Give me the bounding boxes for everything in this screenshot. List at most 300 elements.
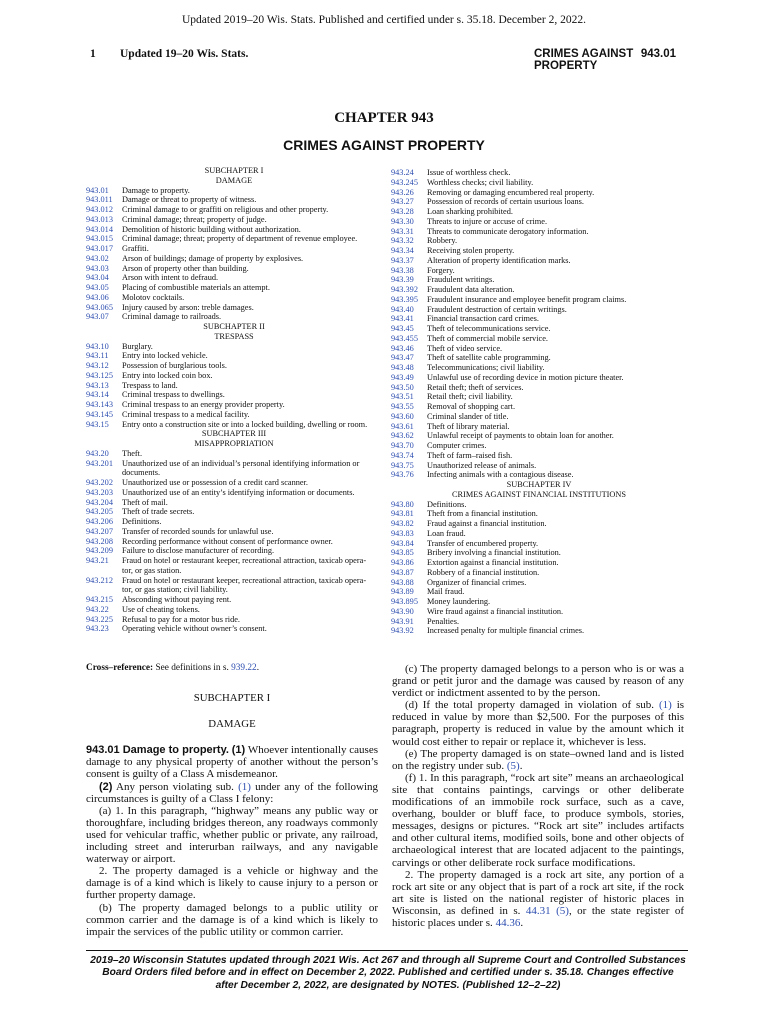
toc-section-title: Unauthorized release of animals.: [427, 460, 537, 470]
toc-entry: [86, 195, 382, 205]
toc-entry: [391, 539, 687, 549]
toc-section-title: Worthless checks; civil liability.: [427, 177, 534, 187]
toc-section-link[interactable]: 943.01: [86, 185, 109, 195]
toc-entry: [86, 507, 382, 517]
toc-right-column: [391, 168, 687, 636]
toc-entry: [86, 449, 382, 459]
toc-section-link[interactable]: 943.895: [391, 597, 418, 606]
toc-subchapter-heading: CRIMES AGAINST FINANCIAL INSTITUTIONS: [451, 489, 626, 499]
toc-entry: [391, 578, 687, 588]
toc-section-title: Removing or damaging encumbered real property.: [427, 187, 595, 197]
toc-entry: [391, 383, 687, 393]
toc-section-link[interactable]: 943.07: [86, 312, 109, 322]
toc-section-link[interactable]: 943.013: [86, 214, 113, 224]
toc-entry: [86, 556, 382, 566]
toc-section-link[interactable]: 943.87: [391, 567, 414, 577]
toc-subchapter-heading: MISAPPROPRIATION: [194, 439, 274, 448]
toc-section-link[interactable]: 943.82: [391, 519, 414, 528]
toc-section-link[interactable]: 943.04: [86, 273, 109, 283]
toc-section-link[interactable]: 943.21: [86, 556, 109, 565]
toc-section-link[interactable]: 943.065: [86, 302, 113, 312]
toc-entry: [391, 275, 687, 285]
toc-subchapter-heading: SUBCHAPTER I: [204, 166, 264, 175]
toc-entry-continuation: tor, or gas station.: [122, 565, 182, 575]
toc-section-link[interactable]: 943.12: [86, 361, 109, 370]
toc-entry: [391, 587, 687, 597]
header-stats: Updated 19–20 Wis. Stats.: [120, 48, 249, 60]
toc-entry: [391, 451, 687, 461]
toc-entry: [391, 188, 687, 198]
toc-section-link[interactable]: 943.47: [391, 353, 414, 363]
toc-section-title: Graffiti.: [122, 244, 149, 253]
toc-section-link[interactable]: 943.37: [391, 255, 414, 265]
toc-section-title: Operating vehicle without owner’s consent.: [122, 624, 267, 634]
toc-section-link[interactable]: 943.81: [391, 509, 414, 519]
toc-section-title: Criminal trespass to an energy provider property.: [122, 400, 285, 409]
toc-section-title: Retail theft; theft of services.: [427, 382, 524, 392]
toc-entry: [86, 576, 382, 586]
toc-entry: [391, 422, 687, 432]
toc-entry: [86, 244, 382, 254]
toc-entry: [391, 285, 687, 295]
toc-entry: [391, 441, 687, 451]
toc-section-link[interactable]: 943.90: [391, 606, 414, 616]
toc-section-title: Removal of shopping cart.: [427, 402, 516, 411]
toc-section-title: Fraud against a financial institution.: [427, 519, 547, 528]
toc-entry: [86, 381, 382, 391]
toc-section-link[interactable]: 943.208: [86, 536, 113, 546]
toc-entry: [86, 498, 382, 508]
toc-entry: [391, 412, 687, 422]
toc-entry: [391, 529, 687, 539]
toc-section-link[interactable]: 943.26: [391, 187, 414, 197]
toc-entry: [86, 254, 382, 264]
toc-section-link[interactable]: 943.014: [86, 224, 113, 234]
toc-entry: [391, 470, 687, 480]
toc-entry: [86, 283, 382, 293]
toc-section-title: Increased penalty for multiple financial crimes.: [427, 626, 585, 636]
toc-entry: [86, 420, 382, 430]
toc-section-link[interactable]: 943.49: [391, 372, 414, 382]
toc-section-link[interactable]: 943.31: [391, 226, 414, 236]
section-943-01: [86, 744, 378, 780]
toc-entry: [391, 617, 687, 627]
toc-section-link[interactable]: 943.215: [86, 595, 113, 604]
toc-entry: [391, 519, 687, 529]
toc-entry: [86, 517, 382, 527]
footer-rule: [86, 950, 688, 951]
toc-entry: [86, 478, 382, 488]
toc-entry: [86, 186, 382, 196]
toc-entry: [391, 236, 687, 246]
toc-entry: [391, 509, 687, 519]
toc-section-title: Criminal damage to or graffiti on religious and other property.: [122, 205, 329, 214]
toc-section-link[interactable]: 943.212: [86, 575, 113, 585]
header-section-title: CRIMES AGAINST PROPERTY: [534, 48, 634, 72]
subsection-label: (1): [231, 744, 246, 757]
toc-section-link[interactable]: 943.62: [391, 431, 414, 441]
toc-entry: [86, 537, 382, 547]
toc-entry: [391, 314, 687, 324]
toc-section-link[interactable]: 943.88: [391, 577, 414, 587]
toc-entry: [86, 527, 382, 537]
toc-section-title: Computer crimes.: [427, 441, 487, 450]
toc-section-title: Damage or threat to property of witness.: [122, 195, 257, 205]
toc-section-title: Refusal to pay for a motor bus ride.: [122, 614, 240, 624]
toc-section-title: Possession of burglarious tools.: [122, 361, 227, 370]
header-section-number: 943.01: [640, 48, 676, 60]
toc-section-title: Mail fraud.: [427, 587, 465, 597]
toc-section-title: Damage to property.: [122, 185, 190, 195]
toc-entry: [391, 363, 687, 373]
page-number: 1: [90, 48, 96, 60]
toc-entry: [86, 371, 382, 381]
toc-section-link[interactable]: 943.30: [391, 216, 414, 226]
toc-section-title: Robbery.: [427, 236, 458, 246]
toc-section-title: Fraud on hotel or restaurant keeper, recreational attraction, taxicab opera-: [122, 575, 367, 585]
toc-section-link[interactable]: 943.203: [86, 487, 113, 497]
toc-entry: [86, 351, 382, 361]
toc-section-title: Theft of commercial mobile service.: [427, 333, 548, 343]
sub-link[interactable]: (1): [658, 699, 672, 712]
toc-section-link[interactable]: 943.27: [391, 197, 414, 207]
toc-section-link[interactable]: 943.14: [86, 390, 109, 400]
toc-section-link[interactable]: 943.225: [86, 614, 113, 624]
toc-section-link[interactable]: 943.40: [391, 304, 414, 314]
paragraph-c: (c) The property damaged belongs to a person who is or was a grand or petit juror and the damage was caused by reason of any verdict or indictment assented to by the person.: [392, 663, 684, 700]
toc-section-link[interactable]: 943.201: [86, 458, 113, 468]
toc-entry: [391, 334, 687, 344]
toc-section-link[interactable]: 943.143: [86, 400, 113, 409]
toc-section-link[interactable]: 943.76: [391, 470, 414, 480]
toc-entry: [391, 207, 687, 217]
subsection-text: Whoever intentionally causes damage to any physical property of another without the person’s consent is guilty of a Class A misdemeanor.: [86, 744, 379, 781]
toc-section-title: Arson of property other than building.: [122, 263, 249, 273]
toc-section-link[interactable]: 943.22: [86, 604, 109, 614]
toc-entry: [86, 205, 382, 215]
toc-section-title: Theft of library material.: [427, 421, 510, 431]
toc-section-title: Criminal damage; threat; property of judge.: [122, 214, 267, 224]
toc-section-title: Theft of satellite cable programming.: [427, 353, 551, 363]
toc-section-title: Criminal trespass to a medical facility.: [122, 409, 250, 419]
toc-section-link[interactable]: 943.24: [391, 168, 414, 177]
toc-entry: [391, 324, 687, 334]
paragraph-text: .: [520, 916, 524, 929]
toc-entry: [86, 595, 382, 605]
toc-section-title: Criminal trespass to dwellings.: [122, 390, 225, 400]
toc-entry: [391, 402, 687, 412]
toc-section-title: Theft of video service.: [427, 343, 503, 353]
cross-reference: Cross–reference: See definitions in s. 939.22.: [86, 663, 260, 673]
toc-entry: [391, 197, 687, 207]
toc-entry: [391, 246, 687, 256]
toc-section-link[interactable]: 943.48: [391, 363, 414, 372]
paragraph-f1: (f) 1. In this paragraph, “rock art site” means an archaeological site that contains paintings, carvings or other deliberate modifications of an immobile rock surface, such as a cave, overhang, boulder or bluff face, to produce symbols, stories, messages, designs or pictures. “Rock art site” includes artifacts and other cultural items, modified soils, bone and other objects of archaeological interest that are located adjacent to the paintings, carvings or other deliberate rock surface modifications.: [392, 771, 684, 869]
toc-section-title: Criminal damage to railroads.: [122, 312, 222, 322]
chapter-title: CRIMES AGAINST PROPERTY: [283, 137, 485, 153]
toc-section-title: Theft of telecommunications service.: [427, 324, 551, 333]
toc-entry: [391, 500, 687, 510]
toc-section-link[interactable]: 943.06: [86, 292, 109, 302]
toc-section-title: Fraud on hotel or restaurant keeper, recreational attraction, taxicab opera-: [122, 556, 367, 565]
toc-section-title: Fraudulent data alteration.: [427, 285, 515, 294]
toc-entry-continuation: tor, or gas station; civil liability.: [122, 585, 228, 595]
toc-entry: [86, 546, 382, 556]
toc-section-title: Fraudulent insurance and employee benefit program claims.: [427, 294, 627, 304]
toc-section-link[interactable]: 943.61: [391, 421, 414, 431]
toc-section-link[interactable]: 943.015: [86, 234, 113, 244]
toc-section-title: Retail theft; civil liability.: [427, 392, 513, 402]
toc-section-link[interactable]: 943.80: [391, 499, 414, 509]
toc-section-title: Money laundering.: [427, 597, 491, 606]
toc-entry: [86, 312, 382, 322]
toc-section-title: Threats to communicate derogatory information.: [427, 226, 589, 236]
toc-section-link[interactable]: 943.45: [391, 324, 414, 333]
paragraph-a2: 2. The property damaged is a vehicle or highway and the damage is of a kind which is likely to cause injury to a person or further property damage.: [86, 865, 378, 902]
toc-section-link[interactable]: 943.55: [391, 402, 414, 411]
toc-section-title: Theft of farm–raised fish.: [427, 450, 513, 460]
toc-entry: [391, 392, 687, 402]
toc-section-title: Fraudulent destruction of certain writings.: [427, 304, 567, 314]
toc-entry: [391, 295, 687, 305]
toc-section-title: Unlawful receipt of payments to obtain loan for another.: [427, 431, 614, 441]
statute-link[interactable]: 44.36: [495, 916, 521, 929]
toc-entry: [391, 597, 687, 607]
toc-entry: [391, 305, 687, 315]
toc-section-title: Entry onto a construction site or into a locked building, dwelling or room.: [122, 419, 368, 429]
toc-section-title: Entry into locked vehicle.: [122, 351, 208, 361]
toc-section-title: Demolition of historic building without authorization.: [122, 224, 301, 234]
toc-section-link[interactable]: 943.012: [86, 205, 113, 214]
toc-section-link[interactable]: 943.05: [86, 283, 109, 292]
toc-section-title: Criminal slander of title.: [427, 411, 509, 421]
toc-section-link[interactable]: 943.202: [86, 478, 113, 487]
toc-section-link[interactable]: 943.84: [391, 538, 414, 548]
toc-section-title: Placing of combustible materials an attempt.: [122, 283, 270, 292]
paragraph-f2: [392, 869, 684, 929]
toc-section-title: Transfer of recorded sounds for unlawful use.: [122, 526, 274, 536]
toc-section-title: Definitions.: [122, 517, 162, 526]
toc-section-link[interactable]: 943.41: [391, 314, 414, 324]
toc-section-title: Forgery.: [427, 265, 455, 275]
toc-section-title: Fraudulent writings.: [427, 275, 495, 285]
toc-section-title: Recording performance without consent of performance owner.: [122, 536, 333, 546]
subsection-2: [86, 781, 378, 805]
toc-section-link[interactable]: 943.204: [86, 497, 113, 507]
toc-section-title: Criminal damage; threat; property of department of revenue employee.: [122, 234, 358, 244]
toc-section-title: Wire fraud against a financial institution.: [427, 606, 564, 616]
toc-section-link[interactable]: 943.10: [86, 341, 109, 351]
toc-section-title: Entry into locked coin box.: [122, 370, 213, 380]
toc-entry: [86, 215, 382, 225]
paragraph-a1: (a) 1. In this paragraph, “highway” means any public way or thoroughfare, including bridges thereon, any roadways commonly used for vehicular traffic, whether public or private, any railroad, including street and interurban railways, and any navigable waterway or airport.: [86, 804, 378, 866]
toc-section-title: Arson of buildings; damage of property by explosives.: [122, 253, 304, 263]
toc-section-link[interactable]: 943.455: [391, 333, 418, 343]
toc-entry: [86, 615, 382, 625]
paragraph-text: is reduced in value by more than $2,500. For the purposes of this paragraph, property is reduced in value by the amount which it would cost either to repair or replace it, whichever is less.: [392, 699, 685, 748]
toc-section-link[interactable]: 943.51: [391, 392, 414, 402]
subsection-text: Any person violating sub.: [116, 780, 234, 793]
toc-section-link[interactable]: 943.34: [391, 246, 414, 255]
toc-entry-continuation: documents.: [122, 468, 161, 478]
toc-section-link[interactable]: 943.395: [391, 294, 418, 304]
toc-section-link[interactable]: 943.86: [391, 558, 414, 567]
toc-entry: [86, 390, 382, 400]
toc-section-link[interactable]: 943.011: [86, 195, 113, 205]
toc-section-link[interactable]: 943.20: [86, 448, 109, 458]
toc-left-column: [86, 166, 382, 634]
toc-entry: [391, 227, 687, 237]
toc-section-title: Absconding without paying rent.: [122, 595, 232, 604]
toc-entry: [86, 488, 382, 498]
toc-entry: [391, 217, 687, 227]
toc-section-title: Possession of records of certain usurious loans.: [427, 197, 584, 207]
paragraph-text: (e) The property damaged is on state–owned land and is listed on the registry under sub.: [392, 747, 684, 772]
toc-section-link[interactable]: 943.60: [391, 411, 414, 421]
toc-entry: [86, 410, 382, 420]
toc-section-link[interactable]: 943.15: [86, 419, 109, 429]
toc-section-link[interactable]: 943.28: [391, 207, 414, 216]
toc-section-title: Definitions.: [427, 499, 467, 509]
toc-section-link[interactable]: 943.209: [86, 546, 113, 556]
toc-section-link[interactable]: 943.13: [86, 380, 109, 390]
toc-section-title: Use of cheating tokens.: [122, 604, 200, 614]
toc-section-link[interactable]: 943.83: [391, 528, 414, 538]
toc-entry: [86, 225, 382, 235]
toc-section-title: Alteration of property identification marks.: [427, 255, 571, 265]
toc-section-title: Loan fraud.: [427, 528, 466, 538]
paragraph-text: .: [519, 759, 523, 772]
toc-section-title: Infecting animals with a contagious disease.: [427, 470, 574, 480]
body-left-column: [86, 662, 378, 938]
toc-section-link[interactable]: 943.74: [391, 450, 414, 460]
toc-entry: [391, 461, 687, 471]
toc-section-title: Issue of worthless check.: [427, 168, 511, 177]
toc-section-title: Injury caused by arson: treble damages.: [122, 302, 254, 312]
toc-section-link[interactable]: 943.205: [86, 507, 113, 517]
toc-entry: [86, 624, 382, 634]
toc-section-link[interactable]: 943.70: [391, 441, 414, 450]
toc-section-link[interactable]: 943.392: [391, 285, 418, 294]
running-header: [90, 48, 676, 72]
toc-entry: [391, 178, 687, 188]
toc-subchapter-heading: DAMAGE: [215, 175, 253, 185]
toc-section-link[interactable]: 943.89: [391, 587, 414, 597]
toc-section-link[interactable]: 943.03: [86, 263, 109, 273]
toc-entry: [86, 293, 382, 303]
toc-section-title: Trespass to land.: [122, 380, 178, 390]
top-note: Updated 2019–20 Wis. Stats. Published and certified under s. 35.18. December 2, 2022.: [182, 14, 586, 26]
sub-link[interactable]: (1): [238, 780, 251, 793]
toc-section-title: Theft of trade secrets.: [122, 507, 195, 517]
toc-entry: [391, 568, 687, 578]
toc-section-title: Threats to injure or accuse of crime.: [427, 216, 548, 226]
cross-reference-text: See definitions in s.: [155, 663, 229, 673]
toc-section-link[interactable]: 943.02: [86, 253, 109, 263]
paragraph-text: 2. The property damaged is a rock art site, any portion of a rock art site or any object that is part of a rock art site, if the rock art site is listed on the national register of historic places in Wisconsin, as defined in s.: [392, 868, 684, 917]
toc-entry: [391, 373, 687, 383]
toc-section-title: Unauthorized use of an entity’s identifying information or documents.: [122, 487, 355, 497]
toc-subchapter-heading: SUBCHAPTER II: [203, 322, 265, 331]
toc-section-title: Molotov cocktails.: [122, 292, 185, 302]
toc-section-title: Unlawful use of recording device in motion picture theater.: [427, 372, 624, 382]
toc-section-title: Theft from a financial institution.: [427, 509, 538, 519]
paragraph-e: [392, 748, 684, 772]
subchapter-title: DAMAGE: [208, 718, 256, 731]
toc-entry: [86, 361, 382, 371]
toc-entry: [86, 400, 382, 410]
toc-entry: [86, 605, 382, 615]
toc-section-link[interactable]: 943.11: [86, 351, 109, 361]
body-right-column: [392, 663, 684, 929]
toc-entry: [86, 303, 382, 313]
toc-section-link[interactable]: 943.75: [391, 460, 414, 470]
toc-section-link[interactable]: 943.125: [86, 370, 113, 380]
toc-entry: [86, 234, 382, 244]
subsection-text: under any of the following circumstances is guilty of a Class I felony:: [86, 780, 379, 805]
toc-section-link[interactable]: 943.92: [391, 626, 414, 636]
toc-section-title: Unauthorized use of an individual’s personal identifying information or: [122, 458, 360, 468]
toc-section-link[interactable]: 943.39: [391, 275, 414, 285]
toc-section-link[interactable]: 943.245: [391, 177, 418, 187]
footer-note: 2019–20 Wisconsin Statutes updated through 2021 Wis. Act 267 and through all Supreme Court and Controlled Substances Board Orders filed before and in effect on December 2, 2022. Published and certified under s. 35.18. Changes effective after December 2, 2022, are designated by NOTES. (Published 12–2–22): [90, 955, 686, 991]
toc-subchapter-heading: SUBCHAPTER III: [201, 429, 267, 439]
toc-section-title: Penalties.: [427, 616, 460, 626]
toc-entry: [391, 558, 687, 568]
paragraph-text: (d) If the total property damaged in violation of sub.: [405, 699, 655, 712]
toc-section-title: Robbery of a financial institution.: [427, 567, 540, 577]
toc-subchapter-heading: TRESPASS: [214, 331, 254, 341]
toc-section-title: Financial transaction card crimes.: [427, 314, 539, 324]
toc-section-link[interactable]: 943.017: [86, 244, 113, 253]
toc-entry: [391, 266, 687, 276]
toc-entry: [391, 626, 687, 636]
toc-entry: [86, 273, 382, 283]
toc-subchapter-heading: SUBCHAPTER IV: [506, 480, 572, 489]
toc-section-title: Theft.: [122, 448, 143, 458]
toc-section-link[interactable]: 943.85: [391, 548, 414, 558]
toc-section-link[interactable]: 943.207: [86, 526, 113, 536]
subchapter-heading: SUBCHAPTER I: [193, 692, 271, 705]
toc-section-title: Receiving stolen property.: [427, 246, 515, 255]
toc-section-link[interactable]: 943.32: [391, 236, 414, 246]
toc-entry: [391, 256, 687, 266]
paragraph-d: [392, 699, 684, 747]
toc-section-link[interactable]: 943.46: [391, 343, 414, 353]
toc-section-link[interactable]: 943.38: [391, 265, 414, 275]
toc-section-link[interactable]: 943.206: [86, 517, 113, 526]
toc-section-title: Arson with intent to defraud.: [122, 273, 219, 283]
toc-section-title: Theft of mail.: [122, 497, 168, 507]
toc-section-link[interactable]: 943.145: [86, 409, 113, 419]
toc-section-title: Organizer of financial crimes.: [427, 577, 527, 587]
toc-section-title: Unauthorized use or possession of a credit card scanner.: [122, 478, 308, 487]
toc-section-title: Loan sharking prohibited.: [427, 207, 513, 216]
cross-reference-link[interactable]: 939.22: [231, 663, 257, 673]
toc-section-link[interactable]: 943.50: [391, 382, 414, 392]
sub-link[interactable]: (5): [506, 759, 520, 772]
toc-entry: [391, 353, 687, 363]
toc-entry: [86, 342, 382, 352]
statute-link[interactable]: 44.31 (5): [525, 904, 569, 917]
cross-reference-label: Cross–reference:: [86, 663, 154, 673]
toc-entry: [391, 431, 687, 441]
section-heading: 943.01 Damage to property.: [86, 744, 229, 757]
toc-entry: [391, 168, 687, 178]
toc-section-link[interactable]: 943.91: [391, 616, 414, 626]
toc-section-title: Failure to disclose manufacturer of recording.: [122, 546, 275, 556]
toc-section-link[interactable]: 943.23: [86, 624, 109, 634]
